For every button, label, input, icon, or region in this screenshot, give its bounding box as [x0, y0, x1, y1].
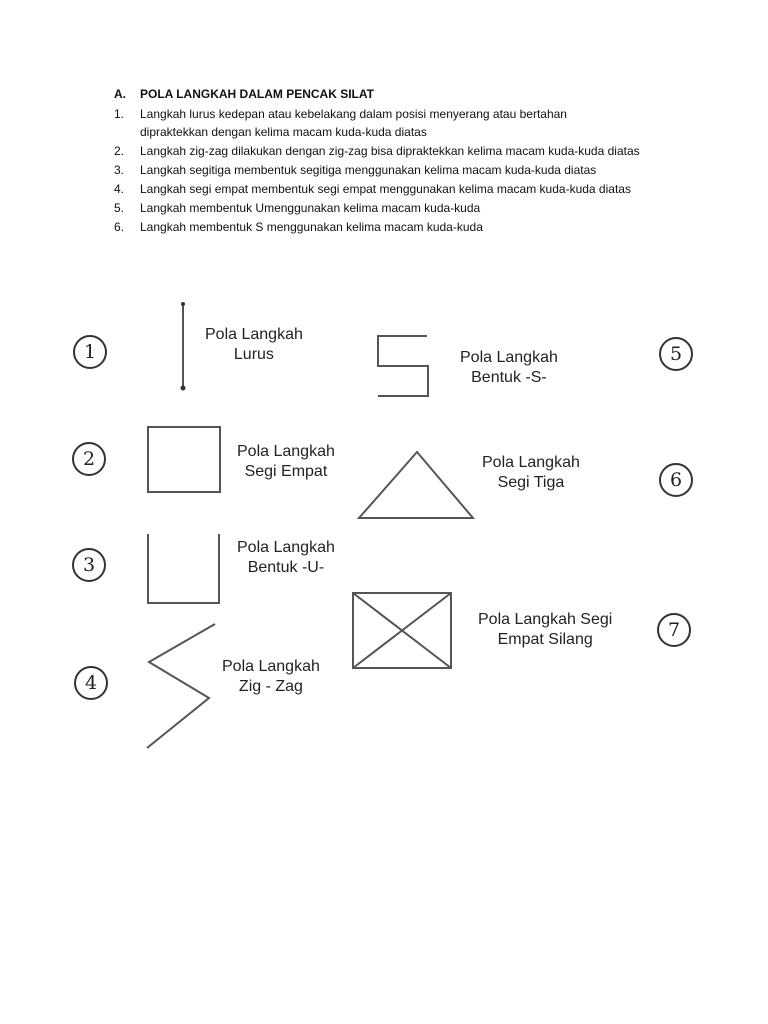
list-item-text: Langkah membentuk S menggunakan kelima macam kuda-kuda — [140, 220, 483, 234]
list-item-number: 1. — [114, 107, 125, 121]
pattern-label-zig-zag: Pola Langkah Zig - Zag — [222, 658, 320, 695]
section-title: POLA LANGKAH DALAM PENCAK SILAT — [140, 87, 374, 101]
number-badge-5: 5 — [659, 337, 693, 371]
s-shape — [372, 332, 437, 402]
crossed-square-shape — [350, 590, 456, 672]
number-badge-6: 6 — [659, 463, 693, 497]
number-badge-7: 7 — [657, 613, 691, 647]
pattern-label-lurus: Pola Langkah Lurus — [205, 326, 303, 363]
number-badge-2: 2 — [72, 442, 106, 476]
pattern-label-segi-empat-silang: Pola Langkah Segi Empat Silang — [478, 611, 613, 648]
number-badge-3: 3 — [72, 548, 106, 582]
list-item-text: dipraktekkan dengan kelima macam kuda-kuda diatas — [140, 125, 427, 139]
list-item-text: Langkah membentuk Umenggunakan kelima macam kuda-kuda — [140, 201, 481, 215]
list-item-number: 3. — [114, 163, 125, 177]
list-item-text: Langkah segi empat membentuk segi empat menggunakan kelima macam kuda-kuda diatas — [140, 182, 631, 196]
list-item-number: 4. — [114, 182, 125, 196]
list-item-text: Langkah segitiga membentuk segitiga menggunakan kelima macam kuda-kuda diatas — [140, 163, 597, 177]
list-item-number: 5. — [114, 201, 125, 215]
section-marker: A. — [114, 87, 126, 101]
step-pattern-diagram — [0, 280, 768, 780]
number-badge-4: 4 — [74, 666, 108, 700]
pattern-label-bentuk-s: Pola Langkah Bentuk -S- — [460, 349, 558, 386]
pattern-label-segi-tiga: Pola Langkah Segi Tiga — [482, 454, 580, 491]
straight-line-shape — [170, 300, 200, 395]
list-item-text: Langkah zig-zag dilakukan dengan zig-zag bisa dipraktekkan kelima macam kuda-kuda diatas — [140, 144, 640, 158]
list-item-number: 2. — [114, 144, 125, 158]
triangle-shape — [355, 448, 480, 523]
pattern-label-bentuk-u: Pola Langkah Bentuk -U- — [237, 539, 335, 576]
zig-zag-shape — [143, 620, 223, 752]
pattern-label-segi-empat: Pola Langkah Segi Empat — [237, 443, 335, 480]
list-item-number: 6. — [114, 220, 125, 234]
number-badge-1: 1 — [73, 335, 107, 369]
u-shape — [145, 530, 225, 608]
square-shape — [145, 424, 225, 496]
list-item-text: Langkah lurus kedepan atau kebelakang dalam posisi menyerang atau bertahan — [140, 107, 567, 121]
